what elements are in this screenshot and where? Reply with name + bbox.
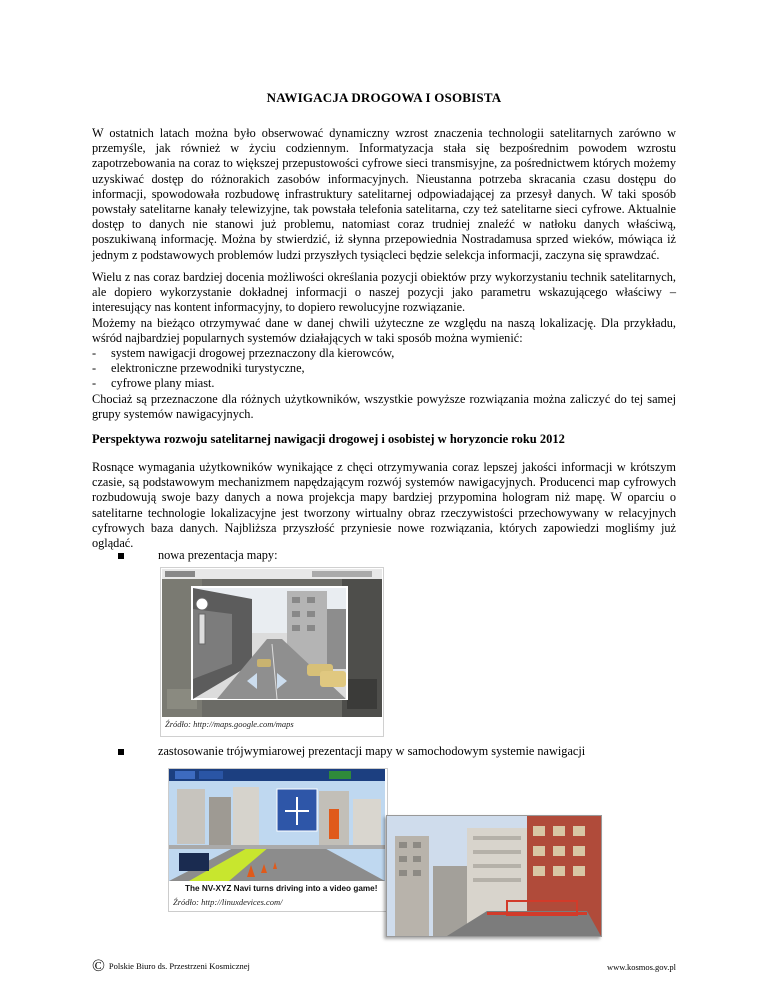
street-view-image bbox=[162, 569, 382, 717]
section-heading: Perspektywa rozwoju satelitarnej nawigacji drogowej i osobistej w horyzoncie roku 2012 bbox=[92, 432, 565, 446]
systems-list bbox=[92, 346, 676, 392]
paragraph-intro: W ostatnich latach można było obserwować dynamiczny wzrost znaczenia technologii satelitarnych zarówno w przemyśle, jak również w życiu codziennym. Informatyzacja stała się bezpośrednim powodem wzrostu zapotrzebowania na coraz to większej przepustowości cyfrowe sieci transmisyjne, za pośrednictwem których możemy uzyskiwać dostęp do różnorakich zasobów informacyjnych. Nieustanna potrzeba skracania czasu dostępu do informacji, spowodowała rozbudowę infrastruktury satelitarnej odpowiadającej za przesył danych. W taki sposób powstały satelitarne kanały telewizyjne, tak powstała telefonia satelitarna, czy też satelitarne sieci cyfrowe. Aktualnie dostęp to danych nie stanowi już problemu, natomiast coraz trudniej znaleźć w natłoku danych właściwą, poszukiwaną informację. Można by stwierdzić, iż słynna przepowiednia Nostradamusa sprzed wieków, mówiąca iż jednym z podstawowych problemów ludzi przyszłych tysiącleci będzie selekcja informacji, zaczyna się sprawdzać. bbox=[92, 126, 676, 262]
buildings-3d-image bbox=[387, 816, 601, 936]
navi-3d-image bbox=[169, 769, 385, 881]
footer-org-name: Polskie Biuro ds. Przestrzeni Kosmicznej bbox=[108, 960, 250, 971]
figure2-source: Źródło: http://linuxdevices.com/ bbox=[173, 897, 283, 907]
paragraph-positioning-a: Wielu z nas coraz bardziej docenia możliwości określania pozycji obiektów przy wykorzystaniu technik satelitarnych, ale dopiero wykorzystanie dokładnej informacji o naszej pozycji jako parametru wskazującego właściwy – interesujący nas kontent informacyjny, to dopiero rewolucyjne rozwiązanie. bbox=[92, 270, 676, 315]
copyright-icon: © bbox=[92, 956, 105, 975]
figure2-caption: The NV-XYZ Navi turns driving into a video game! bbox=[185, 884, 378, 893]
list-item: - system nawigacji drogowej przeznaczony dla kierowców, bbox=[92, 346, 395, 361]
bullet-new-map: nowa prezentacja mapy: bbox=[118, 548, 278, 563]
list-item: - elektroniczne przewodniki turystyczne, bbox=[92, 361, 305, 376]
document-title: NAWIGACJA DROGOWA I OSOBISTA bbox=[266, 90, 502, 105]
figure1-source: Źródło: http://maps.google.com/maps bbox=[165, 719, 294, 729]
paragraph-perspective: Rosnące wymagania użytkowników wynikające z chęci otrzymywania coraz lepszej jakości informacji w krótszym czasie, są podstawowym mechanizmem napędzającym rozwój systemów nawigacyjnych. Producenci map cyfrowych rozbudowują swoje bazy danych a nowa projekcja mapy bardziej przypomina hologram niż mapę. W oparciu o satelitarne technologie lokalizacyjne jest tworzony wirtualny obraz rzeczywistości przechowywany w relacyjnych cyfrowych baza danych. Najbliższa przyszłość przyniesie nowe rozwiązania, których zapowiedzi mogliśmy już oglądać. bbox=[92, 460, 676, 551]
paragraph-positioning bbox=[92, 270, 676, 422]
paragraph-summary: Chociaż są przeznaczone dla różnych użytkowników, wszystkie powyższe rozwiązania można zaliczyć do tej samej grupy systemów nawigacyjnych. bbox=[92, 391, 676, 421]
square-bullet-icon bbox=[118, 553, 124, 559]
figure-street-view bbox=[160, 567, 384, 737]
figure-3d-navi bbox=[168, 768, 388, 912]
footer-url[interactable]: www.kosmos.gov.pl bbox=[606, 962, 676, 972]
figure-3d-buildings bbox=[386, 815, 602, 937]
paragraph-positioning-b: Możemy na bieżąco otrzymywać dane w danej chwili użyteczne ze względu na naszą lokalizację. Dla przykładu, wśród najbardziej popularnych systemów działających w taki sposób można wymienić: bbox=[92, 315, 676, 345]
list-item: - cyfrowe plany miast. bbox=[92, 376, 215, 391]
bullet-3d-navigation: zastosowanie trójwymiarowej prezentacji mapy w samochodowym systemie nawigacji bbox=[118, 744, 585, 759]
square-bullet-icon bbox=[118, 749, 124, 755]
footer-organization bbox=[92, 957, 250, 974]
